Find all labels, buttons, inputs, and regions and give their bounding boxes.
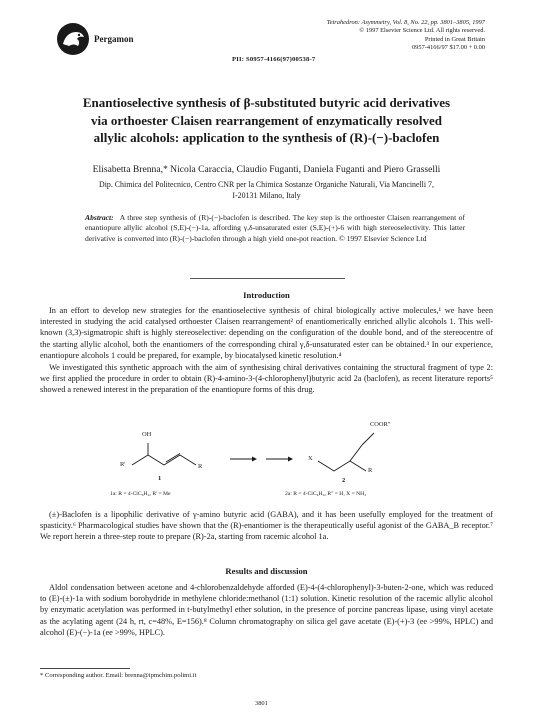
footnote-divider bbox=[40, 668, 130, 669]
abstract-divider bbox=[190, 278, 345, 279]
intro-paragraph-1-text: In an effort to develop new strategies for the enantioselective synthesis of chiral biologically active molecules,¹ we have been interested in studying the acid catalysed orthoester Claisen rearrangement² of enantiomerically enriched allylic alcohols 1. This well-known (3,3)-sigmatropic shift is highly stereoselective: depending on the configuration of the double bond, and of the stereocentre of the starting allylic alcohol, both the enantiomers of the corresponding chiral γ,δ-unsaturated ester can be obtained.³ In our experience, enantiopure alcohols 1 could be prepared, for example, by biocatalysed kinetic resolution.⁴ bbox=[40, 306, 493, 360]
compound-1-number: 1 bbox=[158, 475, 162, 482]
r-label-2: R bbox=[368, 467, 373, 474]
abstract-text: A three step synthesis of (R)-(−)-baclofen is described. The key step is the orthoester Claisen rearrangement of enantiopure allylic alcohol (S,E)-(−)-1a, affording γ,δ-unsaturated ester (S,E)-(+)-6 with high stereoselectivity. This latter derivative is converted into (R)-(−)-baclofen through a high yield one-pot reaction. © 1997 Elsevier Science Ltd bbox=[85, 213, 465, 243]
author-list: Elisabetta Brenna,* Nicola Caraccia, Claudio Fuganti, Daniela Fuganti and Piero Grasselli bbox=[92, 164, 441, 175]
compound-1-double-bond bbox=[166, 454, 180, 463]
compound-2-carbonyl-bond bbox=[362, 433, 374, 445]
intro-paragraph-1 bbox=[40, 305, 493, 361]
scheme-drawing bbox=[110, 415, 440, 503]
title-line-3: allylic alcohols: application to the synthesis of (R)-(−)-baclofen bbox=[93, 130, 440, 145]
introduction-heading: Introduction bbox=[243, 290, 290, 300]
affiliation bbox=[40, 180, 493, 201]
intro-paragraph-2 bbox=[40, 362, 493, 396]
r-prime-label: R' bbox=[120, 461, 126, 468]
publisher-name: Pergamon bbox=[94, 34, 134, 44]
results-paragraph-1-text: Aldol condensation between acetone and 4-chlorobenzaldehyde afforded (E)-4-(4-chlorophenyl)-3-buten-2-one, which was reduced to (E)-(±)-1a with sodium borohydride in methylene chloride:methanol (1:1) solution. Kinetic resolution of the racemic allylic alcohol by enzymatic acetylation was performed in t-butylmethyl ether solution, in the presence of porcine pancreas lipase, using vinyl acetate as the acylating agent (24 h, rt, c=48%, E=156).⁸ Column chromatography on silica gel gave acetate (E)-(+)-3 (ee >99%, HPLC) and alcohol (E)-(−)-1a (ee >99%, HPLC). bbox=[40, 583, 493, 637]
corresponding-author-footnote: * Corresponding author. Email: brenna@ipmchim.polimi.it bbox=[40, 672, 197, 679]
article-title bbox=[40, 94, 493, 147]
journal-line-3: Printed in Great Britain bbox=[424, 35, 485, 43]
journal-line-1: Tetrahedron: Asymmetry, Vol. 8, No. 22, pp. 3801–3805, 1997 bbox=[326, 19, 485, 26]
results-paragraph-1 bbox=[40, 582, 493, 638]
intro-paragraph-3 bbox=[40, 509, 493, 543]
affiliation-line-2: I-20131 Milano, Italy bbox=[232, 190, 301, 200]
abstract-label: Abstract: bbox=[85, 213, 114, 222]
results-heading: Results and discussion bbox=[225, 566, 308, 576]
journal-citation bbox=[285, 19, 485, 52]
abstract bbox=[85, 213, 465, 244]
intro-paragraph-2-text: We investigated this synthetic approach with the aim of synthesising chiral derivatives containing the structural fragment of type 2: we first applied the procedure in order to obtain (R)-4-amino-3-(4-chlorophenyl)butyric acid 2a (baclofen), as recent literature reports⁵ showed a renewed interest in the preparation of the enantiopure forms of this drug. bbox=[40, 363, 493, 395]
r-label-1: R bbox=[198, 463, 203, 470]
pii-identifier: PII: S0957-4166(97)00538-7 bbox=[232, 56, 316, 63]
title-line-2: via orthoester Claisen rearrangement of enzymatically resolved bbox=[91, 112, 442, 128]
compound-1-chain bbox=[132, 455, 196, 465]
reaction-scheme bbox=[110, 415, 440, 503]
pergamon-logo-icon bbox=[56, 22, 90, 56]
compound-2-chain bbox=[318, 461, 366, 471]
compound-2-ester-bond bbox=[350, 445, 362, 461]
arrow-1-head bbox=[252, 457, 257, 462]
page-number: 3801 bbox=[255, 700, 268, 707]
compound-2-caption: 2a: R = 4-ClC₆H₄, R" = H, X = NH₂ bbox=[285, 491, 367, 497]
arrow-2-head bbox=[288, 457, 293, 462]
coor-label: COOR" bbox=[370, 421, 391, 428]
intro-paragraph-3-text: (±)-Baclofen is a lipophilic derivative of γ-amino butyric acid (GABA), and it has been usefully employed for the treatment of spasticity.⁶ Pharmacological studies have shown that the (R)-enantiomer is the therapeutically useful agonist of the GABA_B receptor.⁷ We report herein a three-step route to prepare (R)-2a, starting from racemic alcohol 1a. bbox=[40, 510, 493, 542]
compound-1-caption: 1a: R = 4-ClC₆H₄, R' = Me bbox=[110, 491, 171, 497]
x-label: X bbox=[308, 455, 313, 462]
title-line-1: Enantioselective synthesis of β-substituted butyric acid derivatives bbox=[82, 95, 451, 110]
oh-label: OH bbox=[142, 431, 152, 438]
journal-line-4: 0957-4166/97 $17.00 + 0.00 bbox=[411, 43, 485, 51]
compound-2-number: 2 bbox=[342, 477, 346, 484]
journal-line-2: © 1997 Elsevier Science Ltd. All rights reserved. bbox=[359, 27, 485, 35]
affiliation-line-1: Dip. Chimica del Politecnico, Centro CNR per la Chimica Sostanze Organiche Naturali, Via Mancinelli 7, bbox=[99, 180, 434, 189]
